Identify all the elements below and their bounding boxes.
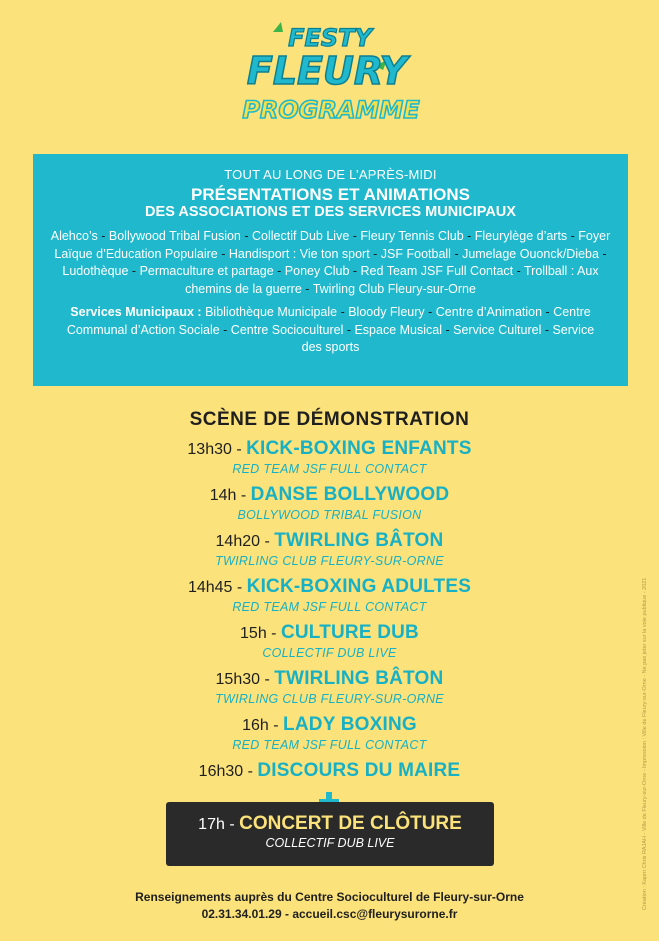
- associations-item: Jumelage Ouonck/Dieba: [462, 246, 599, 261]
- associations-item: Handisport : Vie ton sport: [228, 246, 370, 261]
- schedule-slot: 15h30 - TWIRLING BÂTON TWIRLING CLUB FLEURY-SUR-ORNE: [0, 667, 659, 713]
- associations-item: JSF Football: [380, 246, 451, 261]
- associations-item: Collectif Dub Live: [252, 229, 350, 243]
- stage-title: SCÈNE DE DÉMONSTRATION: [189, 409, 470, 430]
- associations-item: Red Team JSF Full Contact: [360, 264, 514, 278]
- associations-panel: [33, 154, 628, 386]
- schedule-slot: 14h20 - TWIRLING BÂTON TWIRLING CLUB FLEURY-SUR-ORNE: [0, 529, 659, 575]
- closing-activity: CONCERT DE CLÔTURE: [239, 813, 462, 834]
- schedule-slot: 15h - CULTURE DUB COLLECTIF DUB LIVE: [0, 621, 659, 667]
- services-item: Centre Communal d’Action Sociale: [66, 305, 591, 337]
- slot-time: 15h30: [215, 671, 261, 688]
- associations-item: Ludothèque: [62, 264, 129, 278]
- services-list: [33, 304, 628, 357]
- associations-item: Foyer Laïque d’Education Populaire: [54, 229, 611, 261]
- closing-concert-box: 17h - CONCERT DE CLÔTURE COLLECTIF DUB LIVE: [166, 802, 494, 866]
- schedule-slot: 13h30 - KICK-BOXING ENFANTS RED TEAM JSF FULL CONTACT: [0, 437, 659, 483]
- slot-activity: KICK-BOXING ENFANTS: [246, 438, 472, 459]
- slot-time: 16h30: [198, 763, 244, 780]
- footer-info: Renseignements auprès du Centre Socioculturel de Fleury-sur-Orne: [135, 890, 524, 904]
- schedule-list: [0, 437, 659, 805]
- associations-item: Permaculture et partage: [139, 264, 274, 278]
- print-credit: Création : Kaprn Chris RAJAH - Ville de Fleury-sur-Orne - Impression : Ville de Fleury-sur-Orne - Ne pas jeter sur la voie publique - 2021: [642, 577, 648, 910]
- logo-programme: PROGRAMME: [241, 96, 420, 124]
- schedule-slot: 14h - DANSE BOLLYWOOD BOLLYWOOD TRIBAL FUSION: [0, 483, 659, 529]
- services-item: Centre Socioculturel: [230, 322, 344, 337]
- slot-activity: DISCOURS DU MAIRE: [257, 760, 461, 781]
- slot-time: 14h20: [215, 533, 261, 550]
- slot-activity: KICK-BOXING ADULTES: [246, 576, 472, 597]
- slot-time: 15h: [240, 625, 267, 642]
- services-item: Service des sports: [301, 322, 595, 354]
- slot-organizer: TWIRLING CLUB FLEURY-SUR-ORNE: [215, 692, 444, 706]
- logo-graphic: [241, 18, 420, 136]
- slot-activity: CULTURE DUB: [280, 622, 419, 643]
- slot-organizer: COLLECTIF DUB LIVE: [262, 646, 397, 660]
- schedule-slot: 14h45 - KICK-BOXING ADULTES RED TEAM JSF FULL CONTACT: [0, 575, 659, 621]
- festy-fleury-logo: [0, 18, 659, 136]
- associations-item: Bollywood Tribal Fusion: [108, 229, 241, 243]
- associations-item: Trollball : Aux chemins de la guerre: [185, 264, 599, 296]
- panel-subheading: DES ASSOCIATIONS ET DES SERVICES MUNICIPAUX: [145, 204, 516, 220]
- footer-email[interactable]: accueil.csc@fleurysurorne.fr: [292, 907, 458, 921]
- associations-item: Twirling Club Fleury-sur-Orne: [312, 281, 476, 296]
- slot-organizer: RED TEAM JSF FULL CONTACT: [232, 600, 427, 614]
- footer: Renseignements auprès du Centre Socioculturel de Fleury-sur-Orne 02.31.34.01.29 - accueil.csc@fleurysurorne.fr: [0, 889, 659, 923]
- slot-time: 14h: [209, 487, 237, 504]
- schedule-slot: 16h30 - DISCOURS DU MAIRE: [198, 760, 461, 781]
- schedule-slot: 16h - LADY BOXING RED TEAM JSF FULL CONTACT: [0, 713, 659, 759]
- services-item: Bibliothèque Municipale: [205, 305, 338, 319]
- logo-fleury: FLEURY: [246, 49, 407, 93]
- slot-activity: LADY BOXING: [283, 714, 417, 735]
- slot-time: 16h: [242, 717, 269, 734]
- slot-activity: TWIRLING BÂTON: [274, 668, 444, 689]
- associations-item: Poney Club: [284, 264, 350, 278]
- associations-item: Fleurylège d’arts: [474, 229, 568, 243]
- services-item: Centre d’Animation: [435, 305, 543, 319]
- associations-item: Alehco’s: [50, 229, 98, 243]
- slot-organizer: RED TEAM JSF FULL CONTACT: [232, 462, 427, 476]
- closing-org: COLLECTIF DUB LIVE: [265, 836, 395, 850]
- panel-intro: TOUT AU LONG DE L’APRÈS-MIDI: [224, 167, 437, 182]
- services-items: Bibliothèque Municipale - Bloody Fleury - Centre d’Animation - Centre Communal d’Action Sociale - Centre Socioculturel - Espace Musical - Service Culturel - Service des sports: [66, 305, 595, 354]
- services-item: Service Culturel: [453, 322, 542, 337]
- closing-time: 17h: [198, 816, 225, 833]
- slot-activity: DANSE BOLLYWOOD: [250, 484, 450, 505]
- slot-activity: TWIRLING BÂTON: [274, 530, 444, 551]
- logo-festy: FESTY: [287, 24, 372, 52]
- slot-organizer: BOLLYWOOD TRIBAL FUSION: [237, 508, 422, 522]
- services-item: Bloody Fleury: [348, 305, 425, 319]
- associations-list: Alehco’s - Bollywood Tribal Fusion - Collectif Dub Live - Fleury Tennis Club - Fleurylège d’arts - Foyer Laïque d’Education Populaire - Handisport : Vie ton sport - JSF Football - Jumelage Ouonck/Dieba - Ludothèque - Permaculture et partage - Poney Club - Red Team JSF Full Contact - Trollball : Aux chemins de la guerre - Twirling Club Fleury-sur-Orne: [50, 229, 611, 296]
- slot-organizer: RED TEAM JSF FULL CONTACT: [232, 738, 427, 752]
- footer-phone: 02.31.34.01.29: [201, 907, 282, 921]
- services-item: Espace Musical: [354, 322, 443, 337]
- associations-item: Fleury Tennis Club: [360, 229, 464, 243]
- slot-time: 14h45: [187, 579, 233, 596]
- panel-heading: PRÉSENTATIONS ET ANIMATIONS: [191, 185, 470, 204]
- slot-organizer: TWIRLING CLUB FLEURY-SUR-ORNE: [215, 554, 444, 568]
- slot-time: 13h30: [187, 441, 232, 458]
- services-label: Services Municipaux :: [70, 305, 202, 319]
